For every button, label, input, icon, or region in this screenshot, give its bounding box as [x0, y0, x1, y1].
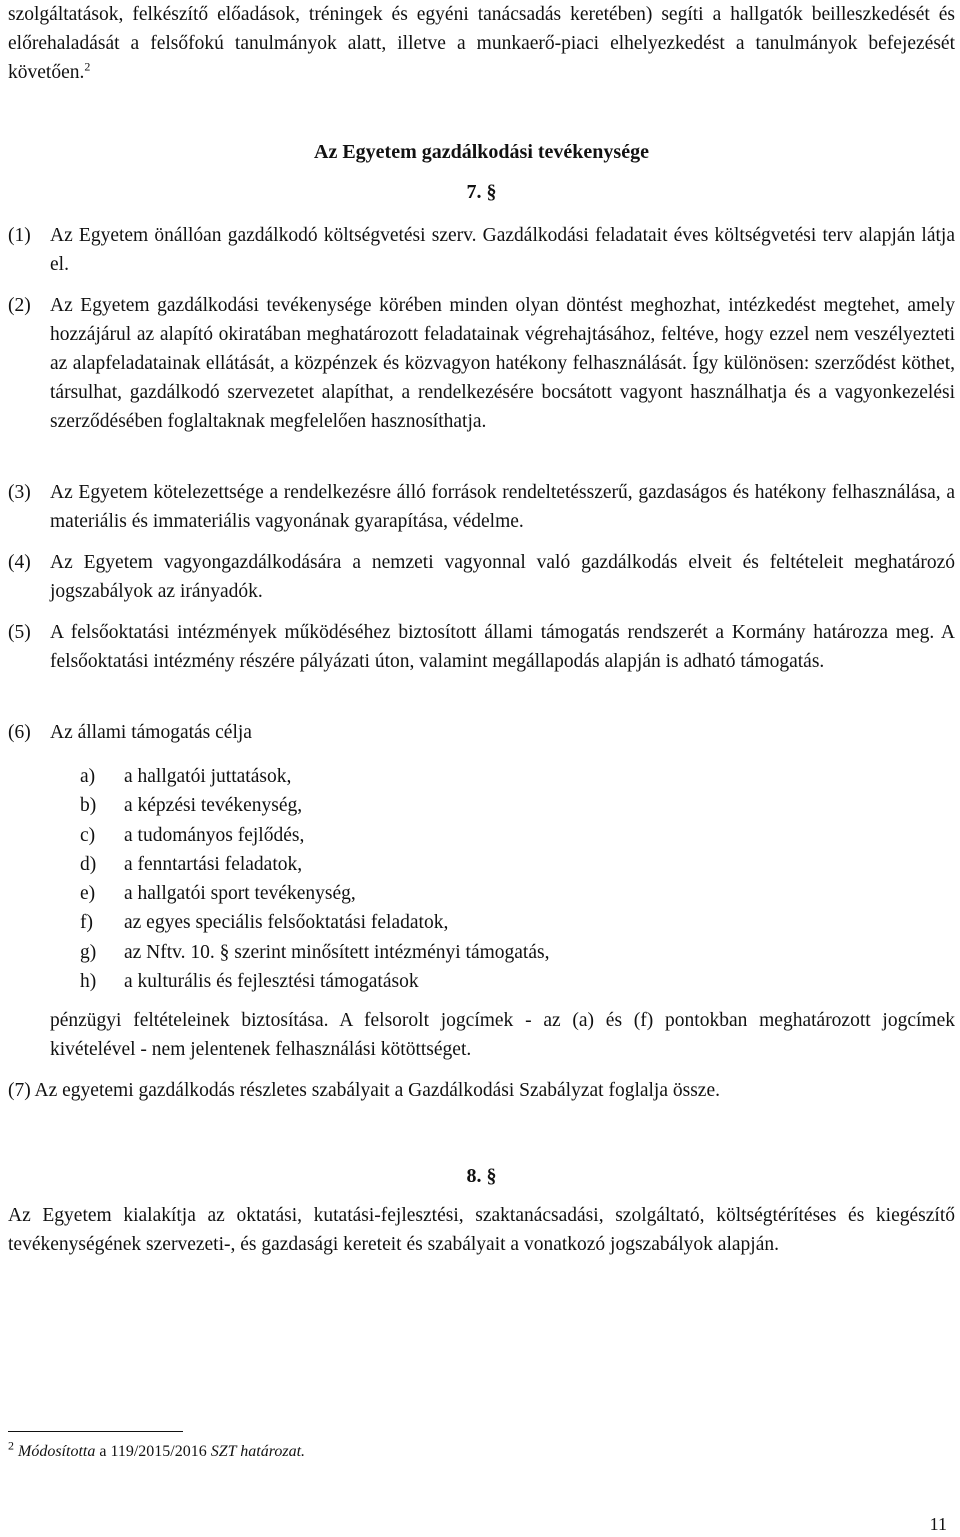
- list-item: e) a hallgatói sport tevékenység,: [80, 883, 356, 905]
- paragraph-7-5: [8, 618, 955, 676]
- section-7-number: 7. §: [466, 181, 497, 203]
- paragraph-7-6-tail: pénzügyi feltételeinek biztosítása. A felsorolt jogcímek - az (a) és (f) pontokban meghatározott jogcímek kivételével - nem jelentenek felhasználási kötöttséget.: [50, 1010, 955, 1060]
- paragraph-text: Az Egyetem kötelezettsége a rendelkezésre álló források rendeltetésszerű, gazdaságos és hatékony felhasználása, a materiális és immateriális vagyonának gyarapítása, védelme.: [50, 482, 955, 532]
- paragraph-number: (6): [8, 722, 31, 743]
- support-goals-list: [80, 762, 780, 996]
- footnote-italic: Módosította: [18, 1443, 96, 1460]
- paragraph-8: Az Egyetem kialakítja az oktatási, kutatási-fejlesztési, szaktanácsadási, szolgáltató, költségtérítéses és kiegészítő tevékenységének szervezeti-, és gazdasági kereteit és szabályait a vonatkozó jogszabályok alapján.: [8, 1205, 955, 1255]
- footnote-divider: [8, 1431, 183, 1432]
- paragraph-7-4: [8, 548, 955, 606]
- paragraph-number: (4): [8, 552, 31, 573]
- paragraph-number: (5): [8, 622, 31, 643]
- paragraph-text: Az Egyetem gazdálkodási tevékenysége körében minden olyan döntést meghozhat, intézkedést megtehet, amely hozzájárul az alapító okiratában meghatározott feladatainak végrehajtásához, feltéve, hogy ezzel nem veszélyezteti az alapfeladatainak ellátását, a közpénzek és közvagyon hatékony felhasználását. Így különösen: szerződést köthet, társulhat, gazdálkodó szervezetet alapíthat, a rendelkezésére bocsátott vagyont használhatja és a vagyonkezelési szerződésében foglaltaknak megfelelően hasznosíthatja.: [50, 295, 955, 432]
- paragraph-number: (3): [8, 482, 31, 503]
- list-item: b) a képzési tevékenység,: [80, 795, 303, 817]
- page-number: 11: [929, 1514, 947, 1534]
- paragraph-text: A felsőoktatási intézmények működéséhez biztosított állami támogatás rendszerét a Kormány határozza meg. A felsőoktatási intézmény részére pályázati úton, valamint megállapodás alapján is adható támogatás.: [50, 622, 955, 672]
- paragraph-7-3: [8, 478, 955, 536]
- footnote-number: 2: [8, 1438, 14, 1453]
- list-item: g) az Nftv. 10. § szerint minősített intézményi támogatás,: [80, 941, 550, 963]
- paragraph-text: Az Egyetem önállóan gazdálkodó költségvetési szerv. Gazdálkodási feladatait éves költségvetési terv alapján látja el.: [50, 225, 955, 275]
- section-title: Az Egyetem gazdálkodási tevékenysége: [314, 141, 649, 163]
- footnote-text: a 119/2015/2016: [95, 1443, 211, 1460]
- list-item: f) az egyes speciális felsőoktatási feladatok,: [80, 912, 449, 934]
- paragraph-7-7: (7) Az egyetemi gazdálkodás részletes szabályait a Gazdálkodási Szabályzat foglalja össze.: [8, 1080, 720, 1101]
- footnote: [8, 1438, 306, 1463]
- paragraph-7-2: [8, 291, 955, 436]
- section-8-number: 8. §: [466, 1165, 497, 1187]
- list-item: h) a kulturális és fejlesztési támogatások: [80, 971, 419, 993]
- list-item: c) a tudományos fejlődés,: [80, 824, 305, 846]
- paragraph-7-1: [8, 221, 955, 279]
- paragraph-text: Az Egyetem vagyongazdálkodására a nemzeti vagyonnal való gazdálkodás elveit és feltételeit meghatározó jogszabályok az irányadók.: [50, 552, 955, 602]
- list-item: a) a hallgatói juttatások,: [80, 766, 292, 787]
- paragraph-7-6: [8, 718, 955, 747]
- intro-text: szolgáltatások, felkészítő előadások, tréningek és egyéni tanácsadás keretében) segíti a hallgatók beilleszkedését és előrehaladását a felsőfokú tanulmányok alatt, illetve a munkaerő-piaci elhelyezkedést a tanulmányok befejezését követően.: [8, 4, 955, 83]
- list-item: d) a fenntartási feladatok,: [80, 853, 303, 875]
- intro-paragraph: [8, 0, 955, 87]
- footnote-italic-end: SZT határozat.: [210, 1443, 306, 1460]
- paragraph-number: (2): [8, 295, 31, 316]
- paragraph-number: (1): [8, 225, 31, 246]
- paragraph-text: Az állami támogatás célja: [50, 722, 252, 743]
- footnote-reference: 2: [84, 59, 91, 74]
